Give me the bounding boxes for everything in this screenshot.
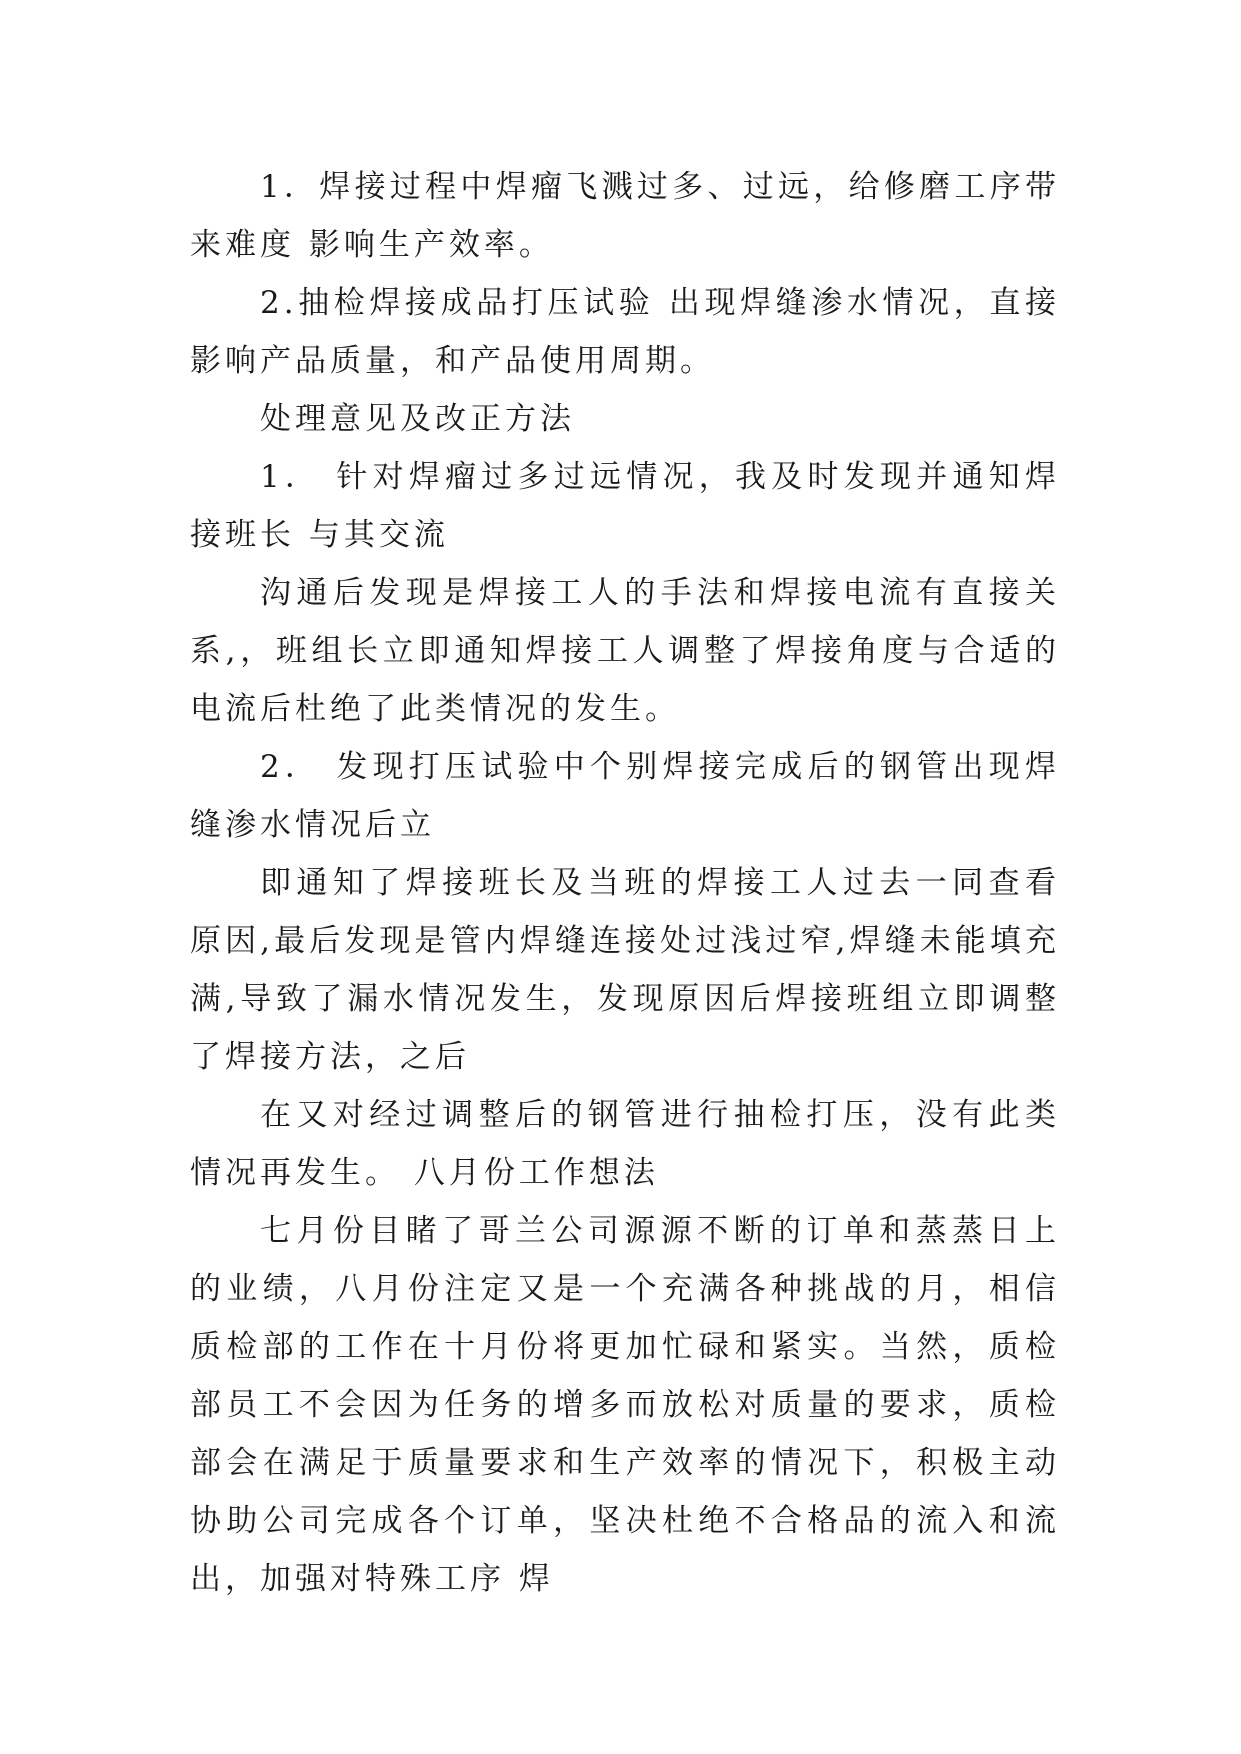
- document-body: [190, 158, 1060, 1608]
- paragraph-august-plan: 七月份目睹了哥兰公司源源不断的订单和蒸蒸日上的业绩，八月份注定又是一个充满各种挑战的月，相信质检部的工作在十月份将更加忙碌和紧实。当然，质检部员工不会因为任务的增多而放松对质量的要求，质检部会在满足于质量要求和生产效率的情况下，积极主动协助公司完成各个订单，坚决杜绝不合格品的流入和流出，加强对特殊工序 焊: [190, 1213, 1060, 1597]
- paragraph-issue-1: 1．焊接过程中焊瘤飞溅过多、过远，给修磨工序带来难度 影响生产效率。: [190, 169, 1060, 263]
- paragraph-fix-1: 1． 针对焊瘤过多过远情况，我及时发现并通知焊接班长 与其交流: [190, 459, 1060, 553]
- paragraph-issue-2: 2.抽检焊接成品打压试验 出现焊缝渗水情况，直接影响产品质量，和产品使用周期。: [190, 285, 1060, 379]
- paragraph-fix-1-detail: 沟通后发现是焊接工人的手法和焊接电流有直接关系,，班组长立即通知焊接工人调整了焊接角度与合适的电流后杜绝了此类情况的发生。: [190, 575, 1060, 727]
- section-heading-handling: 处理意见及改正方法: [260, 401, 575, 437]
- paragraph-fix-2: 2． 发现打压试验中个别焊接完成后的钢管出现焊缝渗水情况后立: [190, 749, 1060, 843]
- paragraph-fix-2-detail: 即通知了焊接班长及当班的焊接工人过去一同查看原因,最后发现是管内焊缝连接处过浅过窄,焊缝未能填充满,导致了漏水情况发生，发现原因后焊接班组立即调整了焊接方法，之后: [190, 865, 1060, 1075]
- paragraph-fix-2-result: 在又对经过调整后的钢管进行抽检打压，没有此类情况再发生。 八月份工作想法: [190, 1097, 1060, 1191]
